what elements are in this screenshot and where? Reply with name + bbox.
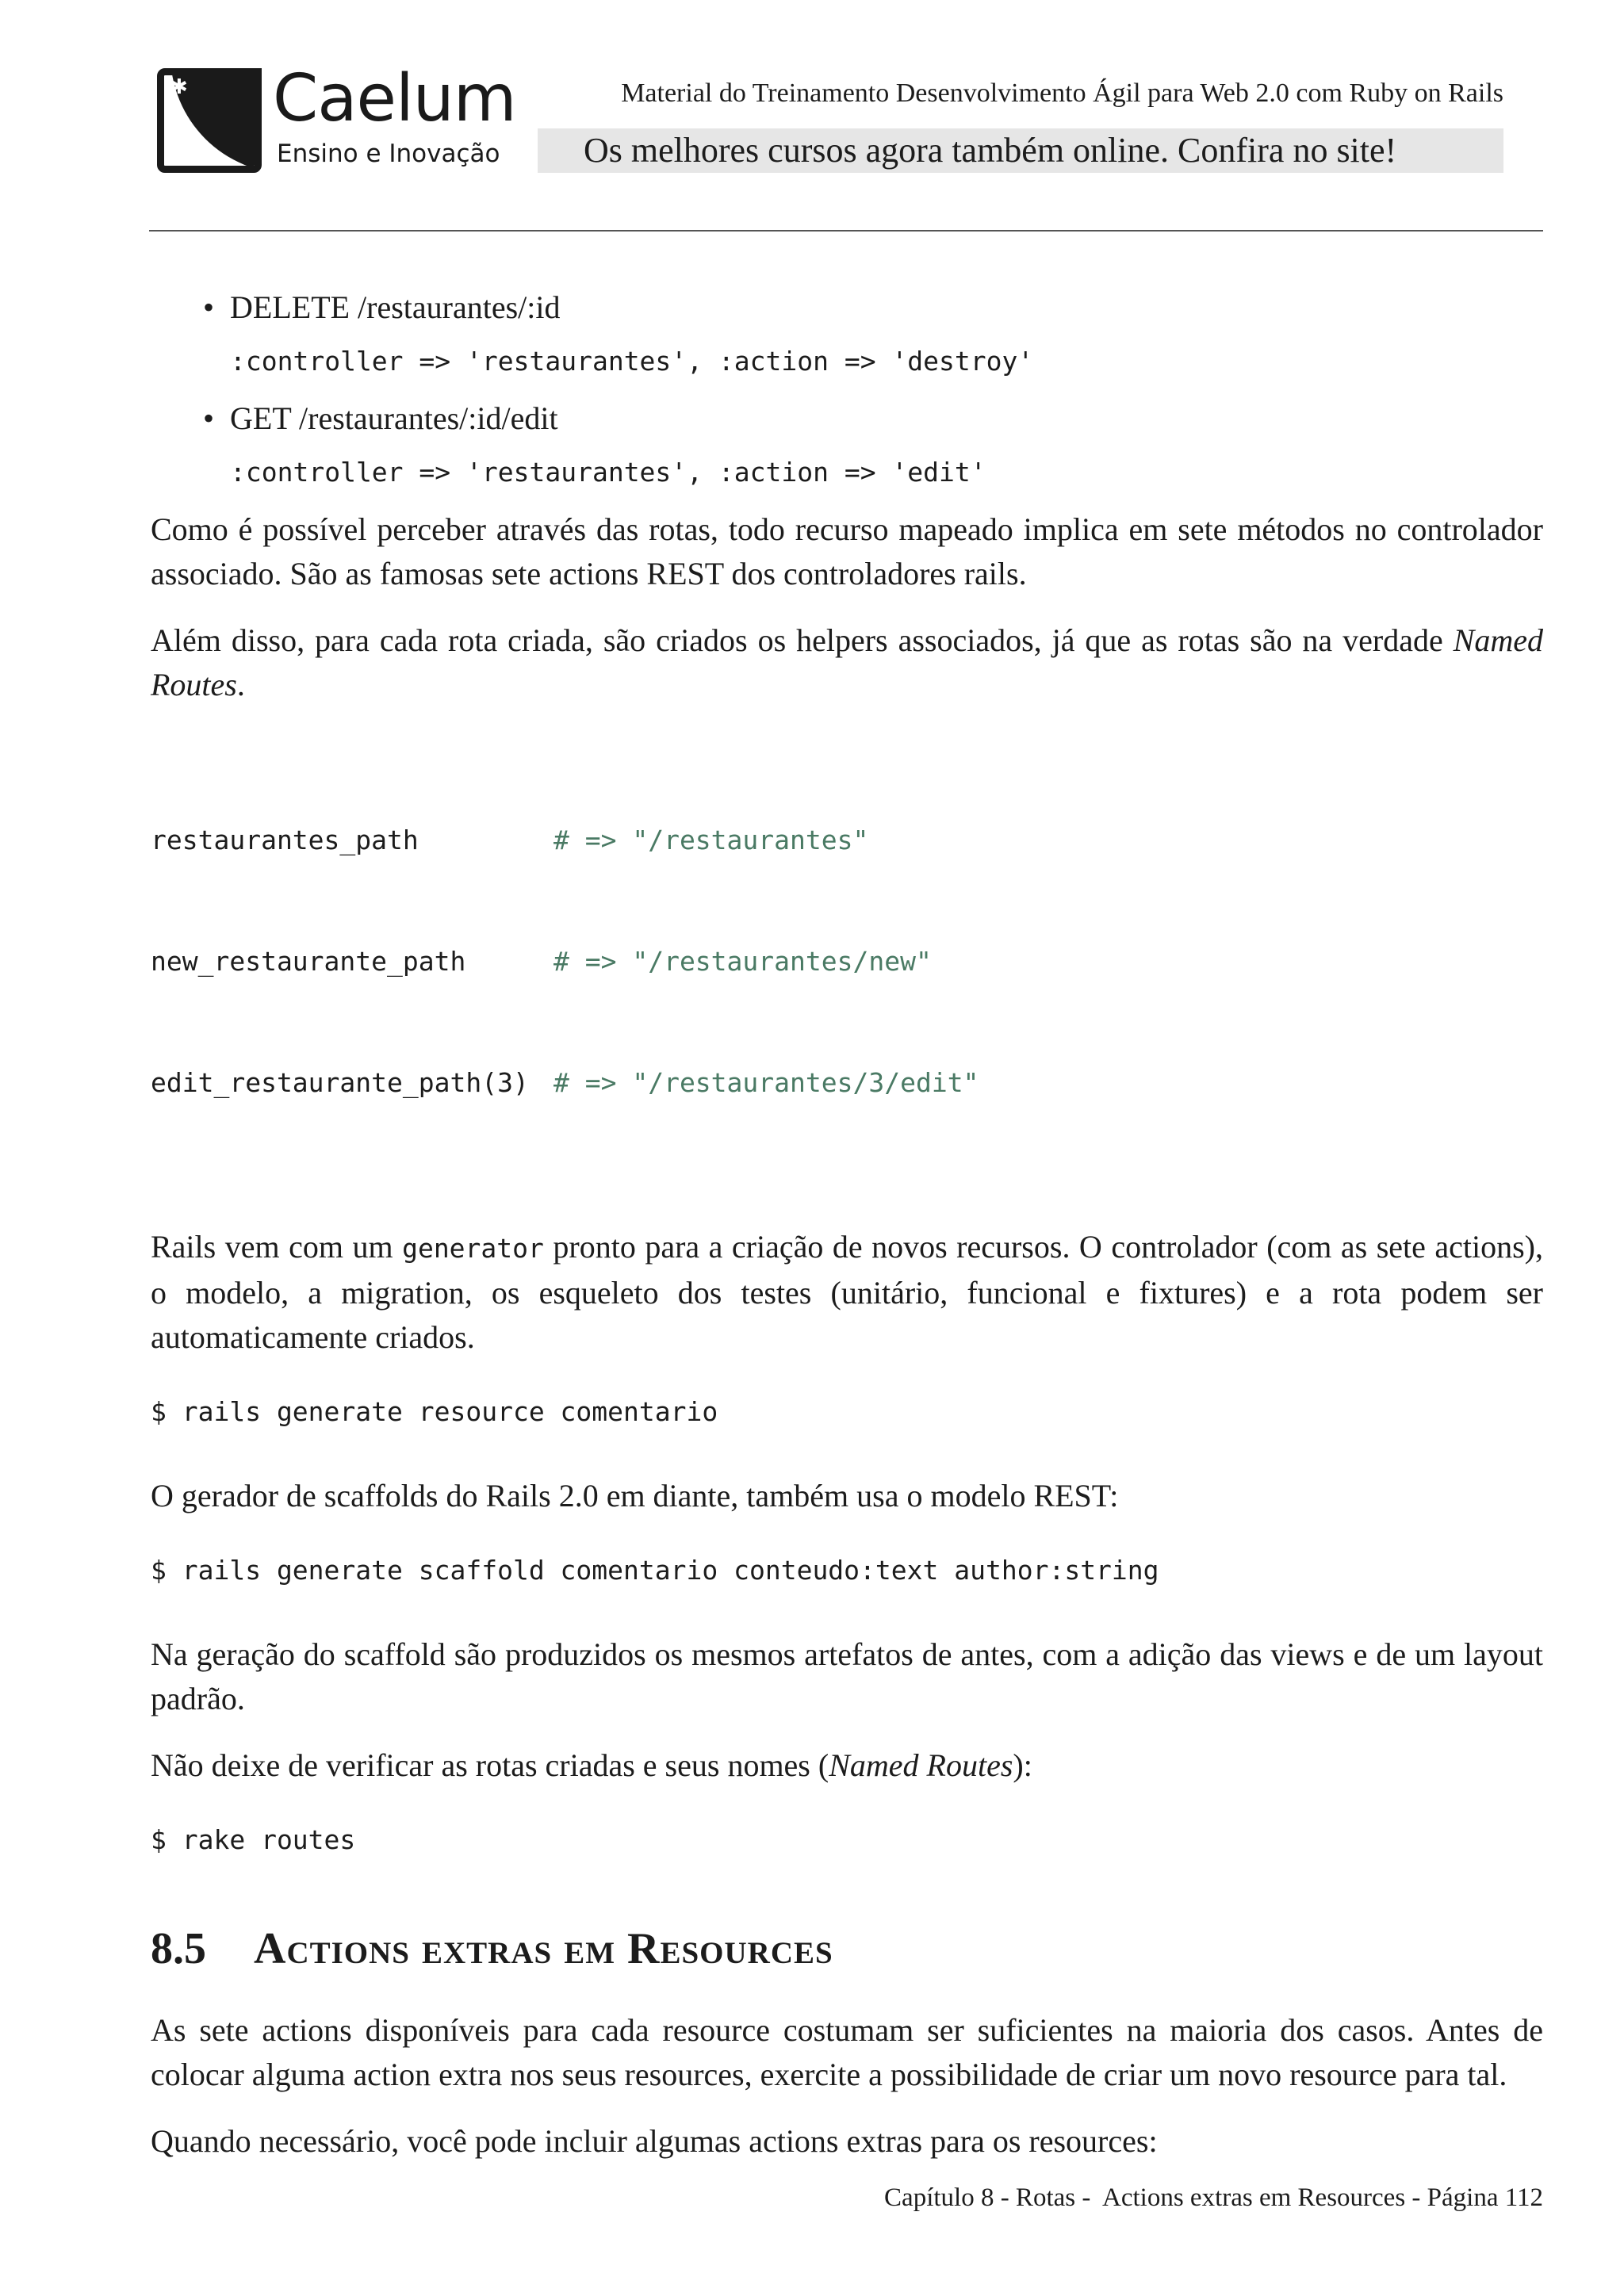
paragraph (151, 618, 1543, 707)
bullet-list (151, 285, 1543, 490)
code-expression: edit_restaurante_path(3) (151, 1067, 529, 1098)
header-banner: Os melhores cursos agora também online. Confira no site! (538, 128, 1503, 173)
code-comment: # => "/restaurantes/new" (553, 946, 932, 977)
caelum-logo-icon (157, 68, 262, 173)
bullet-icon: • (203, 289, 215, 325)
bullet-text: GET /restaurantes/:id/edit (230, 400, 558, 436)
section-number: 8.5 (151, 1924, 206, 1973)
paragraph: As sete actions disponíveis para cada resource costumam ser suficientes na maioria dos casos. Antes de colocar alguma action extra nos seus resources, exercite a possibilidade de criar um novo resource para tal. (151, 2012, 1543, 2092)
code-expression: restaurantes_path (151, 825, 419, 855)
section-title: Actions extras em Resources (254, 1924, 833, 1973)
paragraph (151, 1743, 1543, 1788)
command-line: $ rails generate resource comentario (151, 1396, 718, 1427)
emphasis-text: Named Routes (151, 622, 1543, 702)
header-divider (149, 230, 1543, 232)
paragraph: Na geração do scaffold são produzidos os mesmos artefatos de antes, com a adição das views e de um layout padrão. (151, 1636, 1543, 1716)
list-item (151, 285, 1543, 330)
paragraph-text: Não deixe de verificar as rotas criadas e seus nomes ( (151, 1747, 829, 1783)
command-line: $ rails generate scaffold comentario conteudo:text author:string (151, 1555, 1159, 1586)
bullet-icon: • (203, 400, 215, 436)
code-comment: # => "/restaurantes" (553, 825, 869, 855)
code-line (151, 820, 1543, 860)
page-footer: Capítulo 8 - Rotas - Actions extras em Resources - Página 112 (884, 2183, 1543, 2212)
header-title: Material do Treinamento Desenvolvimento Ágil para Web 2.0 com Ruby on Rails (621, 78, 1503, 108)
code-line (151, 941, 1543, 982)
page-header (0, 0, 1624, 238)
code-expression: new_restaurante_path (151, 946, 466, 977)
code-comment: # => "/restaurantes/3/edit" (553, 1067, 979, 1098)
star-icon: ✱ (170, 75, 188, 99)
paragraph-text: Além disso, para cada rota criada, são criados os helpers associados, já que as rotas são na verdade (151, 622, 1454, 658)
list-item (151, 396, 1543, 441)
code-snippet: :controller => 'restaurantes', :action => 'edit' (230, 457, 986, 488)
code-snippet: :controller => 'restaurantes', :action => 'destroy' (230, 346, 1034, 377)
logo-name: Caelum (273, 61, 516, 136)
paragraph-text: . (236, 667, 245, 702)
command-line: $ rake routes (151, 1824, 356, 1855)
paragraph: Quando necessário, você pode incluir algumas actions extras para os resources: (151, 2123, 1158, 2159)
logo-tagline: Ensino e Inovação (277, 140, 500, 168)
paragraph-text: pronto para a criação de novos recursos. O controlador (com as sete actions), o modelo, a migration, os esqueleto dos testes (unitário, funcional e fixtures) e a rota podem ser automaticamente criados. (151, 1229, 1543, 1355)
section-heading (151, 1921, 1543, 1976)
paragraph (151, 1225, 1543, 1360)
code-block-helpers (151, 739, 1543, 1184)
inline-code: generator (402, 1233, 544, 1264)
page-content (151, 285, 1543, 2186)
emphasis-text: Named Routes (829, 1747, 1013, 1783)
paragraph-text: Rails vem com um (151, 1229, 403, 1265)
paragraph-text: ): (1013, 1747, 1032, 1783)
paragraph: O gerador de scaffolds do Rails 2.0 em diante, também usa o modelo REST: (151, 1478, 1119, 1513)
code-line (151, 1062, 1543, 1103)
paragraph: Como é possível perceber através das rotas, todo recurso mapeado implica em sete métodos no controlador associado. São as famosas sete actions REST dos controladores rails. (151, 511, 1543, 591)
bullet-text: DELETE /restaurantes/:id (230, 289, 561, 325)
